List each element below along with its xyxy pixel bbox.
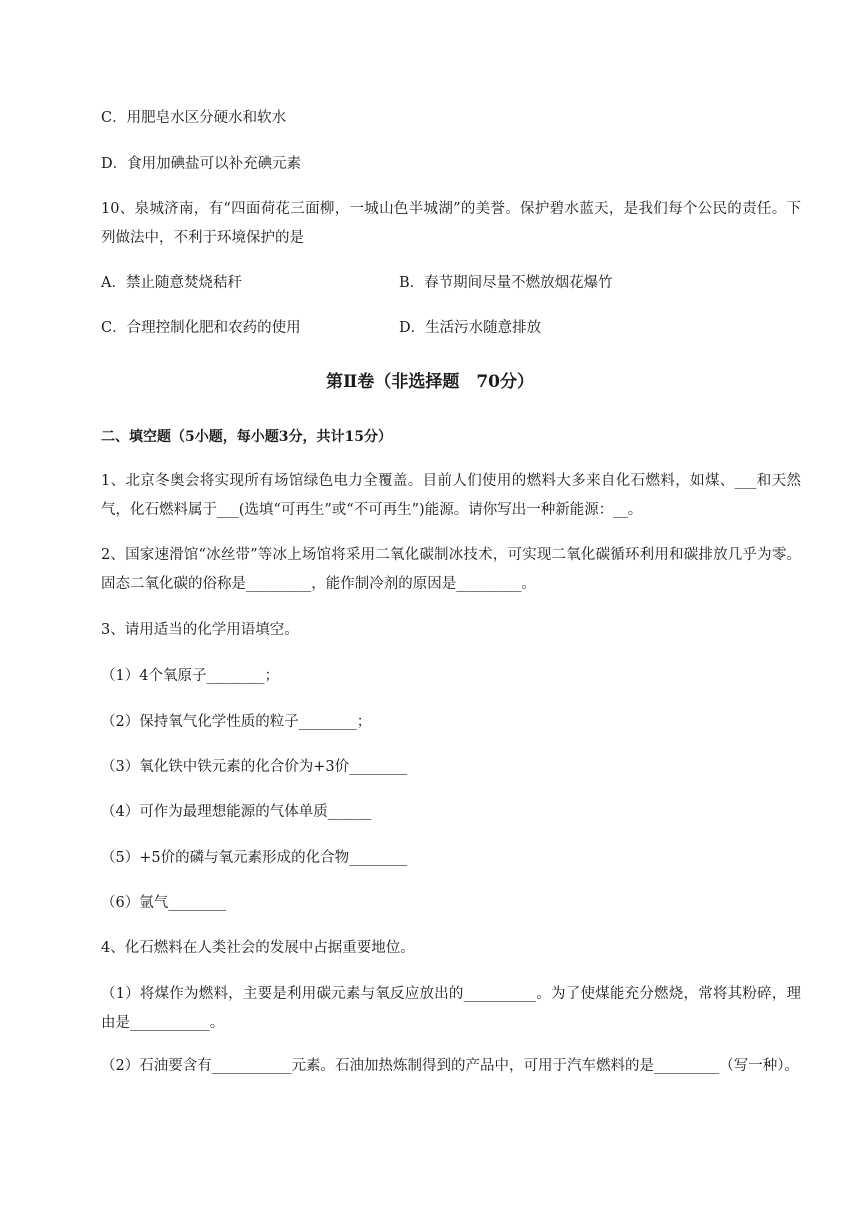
q9-option-c: C．用肥皂水区分硬水和软水 [101,110,287,126]
fill-q3-item-2: （2）保持氧气化学性质的粒子________； [101,714,372,730]
fill-q4-stem: 4、化石燃料在人类社会的发展中占据重要地位。 [101,940,415,956]
fill-q3-item-4: （4）可作为最理想能源的气体单质______ [101,804,372,820]
fill-q1: 1、北京冬奥会将实现所有场馆绿色电力全覆盖。目前人们使用的燃料大多来自化石燃料，如煤、___和天然气，化石燃料属于___(选填“可再生”或“不可再生”)能源。请你写出一种新能源：__。 [101,473,801,518]
q10-option-b: B．春节期间尽量不燃放烟花爆竹 [399,275,613,291]
fill-q4-sub2: （2）石油要含有___________元素。石油加热炼制得到的产品中，可用于汽车燃料的是_________（写一种）。 [101,1058,799,1074]
q10-options-row-2 [101,318,801,338]
q10-option-d: D．生活污水随意排放 [399,320,542,336]
fill-q3-item-1: （1）4个氧原子________； [101,668,279,684]
part2-title: 第Ⅱ卷（非选择题 70分） [326,372,534,392]
q10-stem: 10、泉城济南，有“四面荷花三面柳，一城山色半城湖”的美誉。保护碧水蓝天，是我们每个公民的责任。下列做法中，不利于环境保护的是 [101,201,801,246]
fill-section-heading: 二、填空题（5小题，每小题3分，共计15分） [101,429,392,445]
q10-option-a: A．禁止随意焚烧秸秆 [101,275,242,291]
fill-q3-stem: 3、请用适当的化学用语填空。 [101,622,299,638]
q9-option-d: D．食用加碘盐可以补充碘元素 [101,156,302,172]
q10-options-row-1 [101,273,801,293]
q10-option-c: C．合理控制化肥和农药的使用 [101,320,301,336]
fill-q3-item-6: （6）氩气________ [101,895,227,911]
fill-q2: 2、国家速滑馆“冰丝带”等冰上场馆将采用二氧化碳制冰技术，可实现二氧化碳循环利用和碳排放几乎为零。固态二氧化碳的俗称是_________，能作制冷剂的原因是_________。 [101,547,801,592]
fill-q3-item-5: （5）+5价的磷与氧元素形成的化合物________ [101,850,408,866]
fill-q4-sub1: （1）将煤作为燃料，主要是利用碳元素与氧反应放出的__________。为了使煤能充分燃烧，常将其粉碎，理由是___________。 [101,986,801,1031]
fill-q3-item-3: （3）氧化铁中铁元素的化合价为+3价________ [101,759,408,775]
